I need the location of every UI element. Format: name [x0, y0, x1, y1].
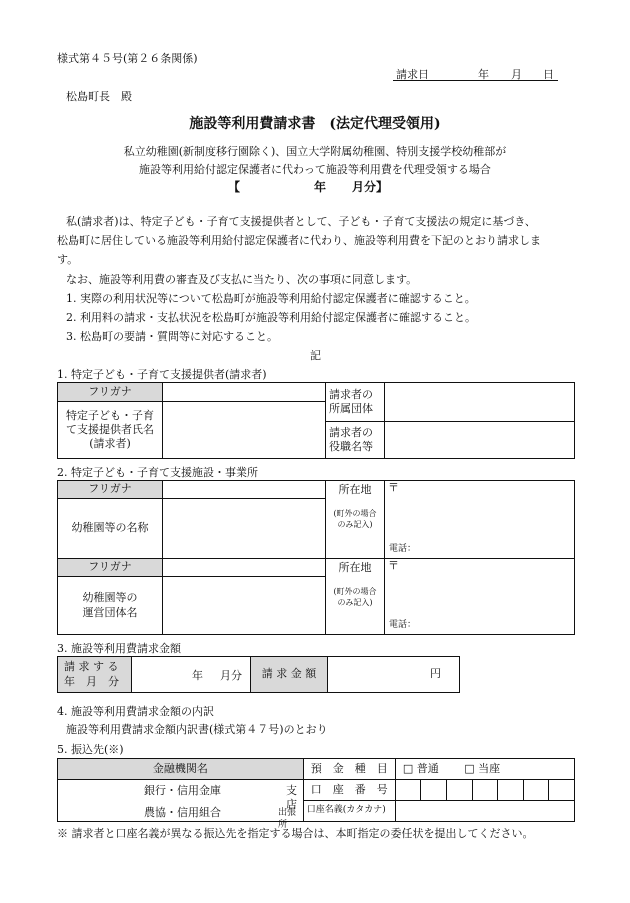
facility-furigana-label: フリガナ	[58, 481, 163, 499]
bank-name-input[interactable]: 銀行・信用金庫 支店 農協・信用組合 出張所	[58, 780, 304, 822]
facility-table	[57, 480, 575, 635]
role-input[interactable]	[385, 422, 575, 459]
provider-table	[57, 382, 575, 459]
ki-mark: 記	[310, 349, 321, 362]
checkbox-normal[interactable]: □ 普通	[402, 761, 439, 775]
provider-name-input[interactable]	[163, 402, 326, 459]
amount-table	[57, 656, 460, 693]
account-digit[interactable]	[523, 780, 549, 801]
account-digit[interactable]	[472, 780, 498, 801]
billing-period: 【 年 月分】	[228, 180, 389, 194]
facility-name-input[interactable]	[163, 499, 326, 559]
body-para2: なお、施設等利用費の審査及び支払に当たり、次の事項に同意します。	[66, 273, 418, 286]
org-label: 請求者の 所属団体	[326, 383, 385, 422]
facility-address-label: 所在地 (町外の場合 のみ記入)	[326, 481, 385, 559]
breakdown-text: 施設等利用費請求金額内訳書(様式第４７号)のとおり	[66, 723, 328, 736]
postal-mark: 〒	[388, 481, 399, 494]
account-holder-label: 口座名義(カタカナ)	[303, 801, 395, 822]
agreement-item-3: 3. 松島町の要請・質問等に対応すること。	[66, 330, 278, 343]
agreement-item-1: 1. 実際の利用状況等について松島町が施設等利用給付認定保護者に確認すること。	[66, 292, 476, 305]
body-para1-line1: 私(請求者)は、特定子ども・子育て支援提供者として、子ども・子育て支援法の規定に基づき、	[66, 215, 536, 228]
account-digit[interactable]	[447, 780, 473, 801]
request-date-field[interactable]	[393, 66, 558, 81]
amount-input[interactable]: 円	[328, 657, 460, 693]
facility-address-input[interactable]	[385, 481, 575, 559]
form-number: 様式第４５号(第２６条関係)	[57, 52, 198, 65]
section4-heading: 4. 施設等利用費請求金額の内訳	[57, 705, 214, 718]
deposit-type-options[interactable]	[395, 759, 574, 780]
account-digit[interactable]	[549, 780, 575, 801]
operator-furigana-label: フリガナ	[58, 559, 163, 577]
role-label: 請求者の 役職名等	[326, 422, 385, 459]
date-year: 年	[478, 68, 489, 81]
footnote: ※ 請求者と口座名義が異なる振込先を指定する場合は、本町指定の委任状を提出してください。	[57, 827, 534, 840]
operator-address-label: 所在地 (町外の場合 のみ記入)	[326, 559, 385, 635]
account-digit[interactable]	[395, 780, 421, 801]
date-day: 日	[543, 68, 554, 81]
operator-name-label: 幼稚園等の 運営団体名	[58, 577, 163, 635]
facility-furigana-input[interactable]	[163, 481, 326, 499]
provider-name-label: 特定子ども・子育 て支援提供者氏名 (請求者)	[58, 402, 163, 459]
facility-phone-label: 電話：	[389, 544, 417, 555]
operator-address-input[interactable]	[385, 559, 575, 635]
section1-heading: 1. 特定子ども・子育て支援提供者(請求者)	[57, 368, 267, 381]
amount-label: 請 求 金 額	[251, 657, 328, 693]
body-para1-line3: す。	[57, 253, 79, 266]
operator-name-input[interactable]	[163, 577, 326, 635]
agreement-item-2: 2. 利用料の請求・支払状況を松島町が施設等利用給付認定保護者に確認すること。	[66, 311, 476, 324]
subtitle-line2: 施設等利用給付認定保護者に代わって施設等利用費を代理受領する場合	[139, 163, 491, 176]
body-para1-line2: 松島町に居住している施設等利用給付認定保護者に代わり、施設等利用費を下記のとおり請求しま	[57, 234, 541, 247]
page-title: 施設等利用費請求書 (法定代理受領用)	[189, 116, 441, 132]
org-input[interactable]	[385, 383, 575, 422]
section2-heading: 2. 特定子ども・子育て支援施設・事業所	[57, 466, 258, 479]
furigana-label: フリガナ	[58, 383, 163, 402]
section3-heading: 3. 施設等利用費請求金額	[57, 642, 181, 655]
section5-heading: 5. 振込先(※)	[57, 743, 124, 756]
period-label: 請 求 す る 年 月 分	[58, 657, 132, 693]
subtitle-line1: 私立幼稚園(新制度移行園除く)、国立大学附属幼稚園、特別支援学校幼稚部が	[123, 145, 507, 158]
period-input[interactable]: 年 月分	[132, 657, 251, 693]
date-label: 請求日	[396, 68, 429, 81]
provider-furigana-input[interactable]	[163, 383, 326, 402]
account-number-label: 口 座 番 号	[303, 780, 395, 801]
postal-mark: 〒	[388, 559, 399, 572]
addressee: 松島町長 殿	[66, 90, 132, 103]
account-holder-input[interactable]	[395, 801, 574, 822]
bank-name-label: 金融機関名	[58, 759, 304, 780]
deposit-type-label: 預 金 種 目	[303, 759, 395, 780]
date-month: 月	[511, 68, 522, 81]
checkbox-current[interactable]: □ 当座	[464, 761, 501, 775]
facility-name-label: 幼稚園等の名称	[58, 499, 163, 559]
bank-table	[57, 758, 575, 830]
operator-furigana-input[interactable]	[163, 559, 326, 577]
account-digit[interactable]	[498, 780, 524, 801]
account-digit[interactable]	[421, 780, 447, 801]
operator-phone-label: 電話：	[389, 620, 417, 631]
